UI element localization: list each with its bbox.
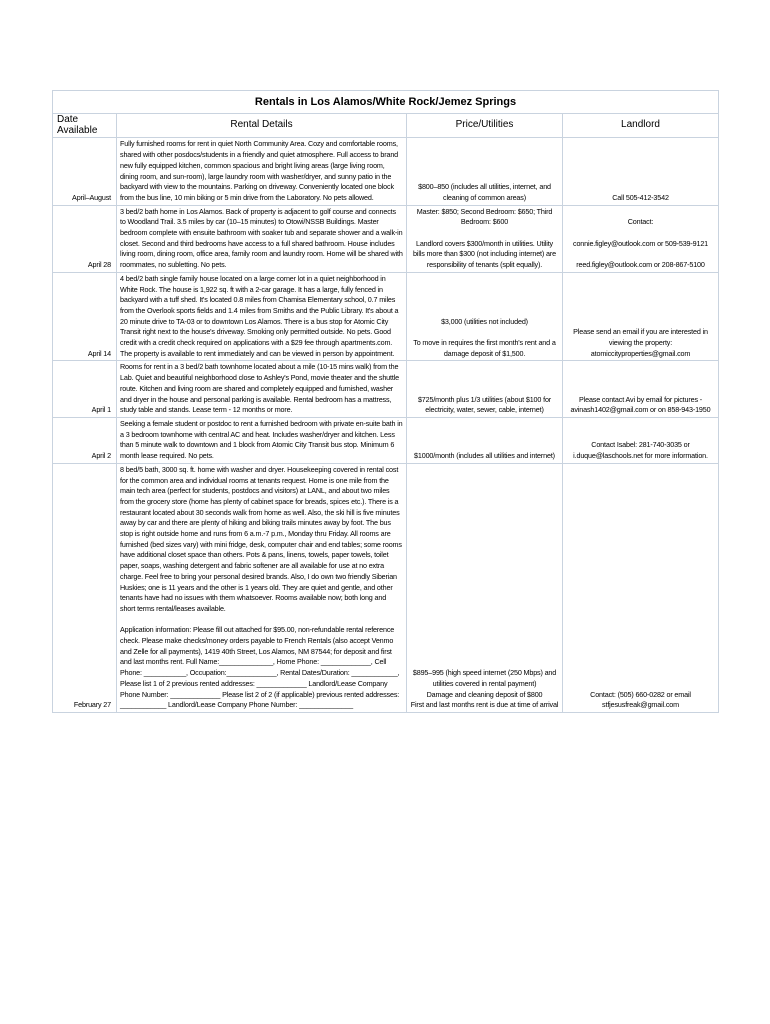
rentals-table-body <box>53 91 719 713</box>
paragraph-gap <box>566 228 715 239</box>
landlord-text: connie.figley@outlook.com or 509-539-9121 <box>573 238 709 248</box>
price-utilities-cell <box>407 138 563 205</box>
price-utilities-cell <box>407 272 563 361</box>
rental-details-cell <box>117 361 407 418</box>
header-row <box>53 114 719 138</box>
table-row <box>53 205 719 272</box>
landlord-text: reed.figley@outlook.com or 208-867-5100 <box>576 260 705 270</box>
table-row <box>53 272 719 361</box>
price-utilities-text: $725/month plus 1/3 utilities (about $100 for electricity, water, sewer, cable, internet) <box>417 394 552 415</box>
price-utilities-text: Damage and cleaning deposit of $800 <box>426 689 543 699</box>
price-utilities-text: $800–850 (includes all utilities, internet, and cleaning of common areas) <box>418 182 551 202</box>
table-row <box>53 138 719 205</box>
rentals-sheet <box>52 90 718 713</box>
price-utilities-text: $3,000 (utilities not included) <box>441 316 528 326</box>
paragraph-gap <box>410 327 559 338</box>
date-available-cell: April 2 <box>53 417 117 463</box>
landlord-text: Call 505-412-3542 <box>612 192 669 202</box>
date-available-cell: April 14 <box>53 272 117 361</box>
rental-details-text: 4 bed/2 bath single family house located on a large corner lot in a quiet neighborhood in White Rock. The house is 1,922 sq. ft with a 2-car garage. It has a large, fully fenced in backyard with a tuff shed. It's located 0.8 miles from Chamisa Elementary school, 0.7 miles from the Overlook sports fields and 1.4 miles from Smiths and the Public Library. It's about a 20 minute drive to TA-03 or to downtown Los Alamos. There is a bus stop for Atomic City Transit right next to the house's driveway. Smoking only permitted outside. No pets. Good credit with a credit check required on applications with a $29 fee through apartments.com. The property is available to rent immediately and can be viewed in person by appointment. <box>120 273 399 358</box>
rental-details-cell <box>117 205 407 272</box>
table-title: Rentals in Los Alamos/White Rock/Jemez Springs <box>53 91 719 114</box>
rental-details-cell <box>117 272 407 361</box>
landlord-cell <box>563 463 719 712</box>
paragraph-gap <box>120 615 403 626</box>
price-utilities-text: $895–995 (high speed internet (250 Mbps) and utilities covered in rental payment) <box>412 668 557 688</box>
price-utilities-text: Master: $850; Second Bedroom: $650; Third Bedroom: $600 <box>416 206 553 227</box>
table-row <box>53 361 719 418</box>
price-utilities-cell <box>407 417 563 463</box>
paragraph-gap <box>566 249 715 260</box>
date-available-cell: April 28 <box>53 205 117 272</box>
rental-details-text: 8 bed/5 bath, 3000 sq. ft. home with washer and dryer. Housekeeping covered in rental cost for the common area and individual rooms at tenants request. Home is one mile from the main tech area (perfect for students, postdocs and visitors) at LANL, and about two miles from the grocery store (home has plenty of cabinet space for breads, spices etc.). There is a restaurant located about 30 seconds walk from home as well. Also, the ski hill is five minutes away by car and there are plenty of hiking and biking trails minutes away by foot. The bus stop is right outside home and runs from 6 a.m.-7 p.m., Monday thru Friday. All rooms are furnished (bed sizes vary) with mini fridge, desk, computer chair and end tables; some rooms have additional closet space than others. Pots & pans, linens, towels, paper towels, toilet paper, soaps, washing detergent and fabric softener are all available for use at no extra charge. Feel free to bring your personal desired brands. Also, I do own two friendly Siberian Huskies; one is 11 years and the other is 1 years old. They are quiet and gentle, and other tenants have had no issues with them whatsoever. Rooms available now; both long and short terms rental/leases available. <box>120 464 402 613</box>
landlord-cell <box>563 417 719 463</box>
header-price-utilities: Price/Utilities <box>407 114 563 138</box>
table-row <box>53 417 719 463</box>
rental-details-text: Application information: Please fill out attached for $95.00, non-refundable rental reference check. Please make checks/money orders payable to French Rentals (also accept Venmo and Zelle for all payments), 1419 40th Street, Los Alamos, NM 87544; for deposit and first and last months rent. Full Name:______________, Home Phone: _____________, Cell Phone: ___________, Occupation:_____________, Rental Dates/Duration: ____________, Please list 1 of 2 previous rented addresses: _____________ Landlord/Lease Company Phone Number: _____________ Please list 2 of 2 (if applicable) previous rented addresses: ____________ Landlord/Lease Company Phone Number: ______________ <box>120 625 400 710</box>
price-utilities-text: Landlord covers $300/month in utilities. Utility bills more than $300 (not including internet) are responsibility of tenants (split equally). <box>413 238 556 270</box>
price-utilities-text: $1000/month (includes all utilities and internet) <box>414 451 555 461</box>
header-landlord: Landlord <box>563 114 719 138</box>
landlord-cell <box>563 361 719 418</box>
landlord-text: Contact Isabel: 281-740-3035 or i.duque@laschools.net for more information. <box>573 440 708 461</box>
price-utilities-cell <box>407 361 563 418</box>
paragraph-gap <box>410 228 559 239</box>
rental-details-text: Fully furnished rooms for rent in quiet North Community Area. Cozy and comfortable rooms, shared with other posdocs/students in a friendly and quiet atmosphere. Full access to brand new fully equipped kitchen, common spacious and bright living areas (large living room, dining room, and sun-room), large laundry room with washer/dryer, and sunny patio in the backyard with view to the mountains. Parking on driveway. Conveniently located one block from the bus line, 10 min biking or 5 min drive from the Laboratory. No pets allowed. <box>120 139 399 202</box>
header-rental-details: Rental Details <box>117 114 407 138</box>
landlord-text: Please contact Avi by email for pictures - avinash1402@gmail.com or on 858-943-1950 <box>570 394 711 415</box>
rental-details-cell <box>117 138 407 205</box>
rentals-table <box>52 90 719 713</box>
date-available-cell: April–August <box>53 138 117 205</box>
rental-details-cell <box>117 463 407 712</box>
date-available-cell: February 27 <box>53 463 117 712</box>
price-utilities-text: To move in requires the first month's rent and a damage deposit of $1,500. <box>413 338 556 358</box>
landlord-text: Contact: (505) 660-0282 or email stfjesusfreak@gmail.com <box>590 689 691 710</box>
price-utilities-cell <box>407 463 563 712</box>
landlord-text: Please send an email if you are interested in viewing the property: atomiccityproperties@gmail.com <box>573 327 708 358</box>
price-utilities-text: First and last months rent is due at time of arrival <box>410 700 559 710</box>
rental-details-text: 3 bed/2 bath home in Los Alamos. Back of property is adjacent to golf course and connects to Woodland Trail. 3.5 miles by car (10–15 minutes) to Otowi/NSSB Buildings. Master bedroom complete with ensuite bathroom with soaker tub and separate shower and a walk-in closet. Second and third bedrooms have access to a full shared bathroom. House includes living room, dining room, office area, family room and laundry room. Home will be shared with roommates, no subletting. No pets. <box>120 206 403 270</box>
rental-details-cell <box>117 417 407 463</box>
landlord-cell <box>563 205 719 272</box>
rental-details-text: Seeking a female student or postdoc to rent a furnished bedroom with private en-suite bath in a 3 bedroom townhome with central AC and heat. Includes washer/dryer and kitchen. Less than 5 minute walk to downtown and 1 block from Atomic City Transit bus stop. Minimum 6 month lease required. No pets. <box>120 418 403 461</box>
table-row <box>53 463 719 712</box>
date-available-cell: April 1 <box>53 361 117 418</box>
landlord-cell <box>563 272 719 361</box>
price-utilities-cell <box>407 205 563 272</box>
title-row <box>53 91 719 114</box>
landlord-cell <box>563 138 719 205</box>
rental-details-text: Rooms for rent in a 3 bed/2 bath townhome located about a mile (10-15 mins walk) from the Lab. Quiet and beautiful neighborhood close to Ashley's Pond, movie theater and the shuttle route. Kitchen and living room are shared and completely equipped and furnished, washer and dryer in the house and personal parking is available. Rental bedroom has a mattress, study table and stands. Lease term - 12 months or more. <box>120 362 400 415</box>
landlord-text: Contact: <box>627 217 654 227</box>
header-date-available: Date Available <box>53 114 117 138</box>
